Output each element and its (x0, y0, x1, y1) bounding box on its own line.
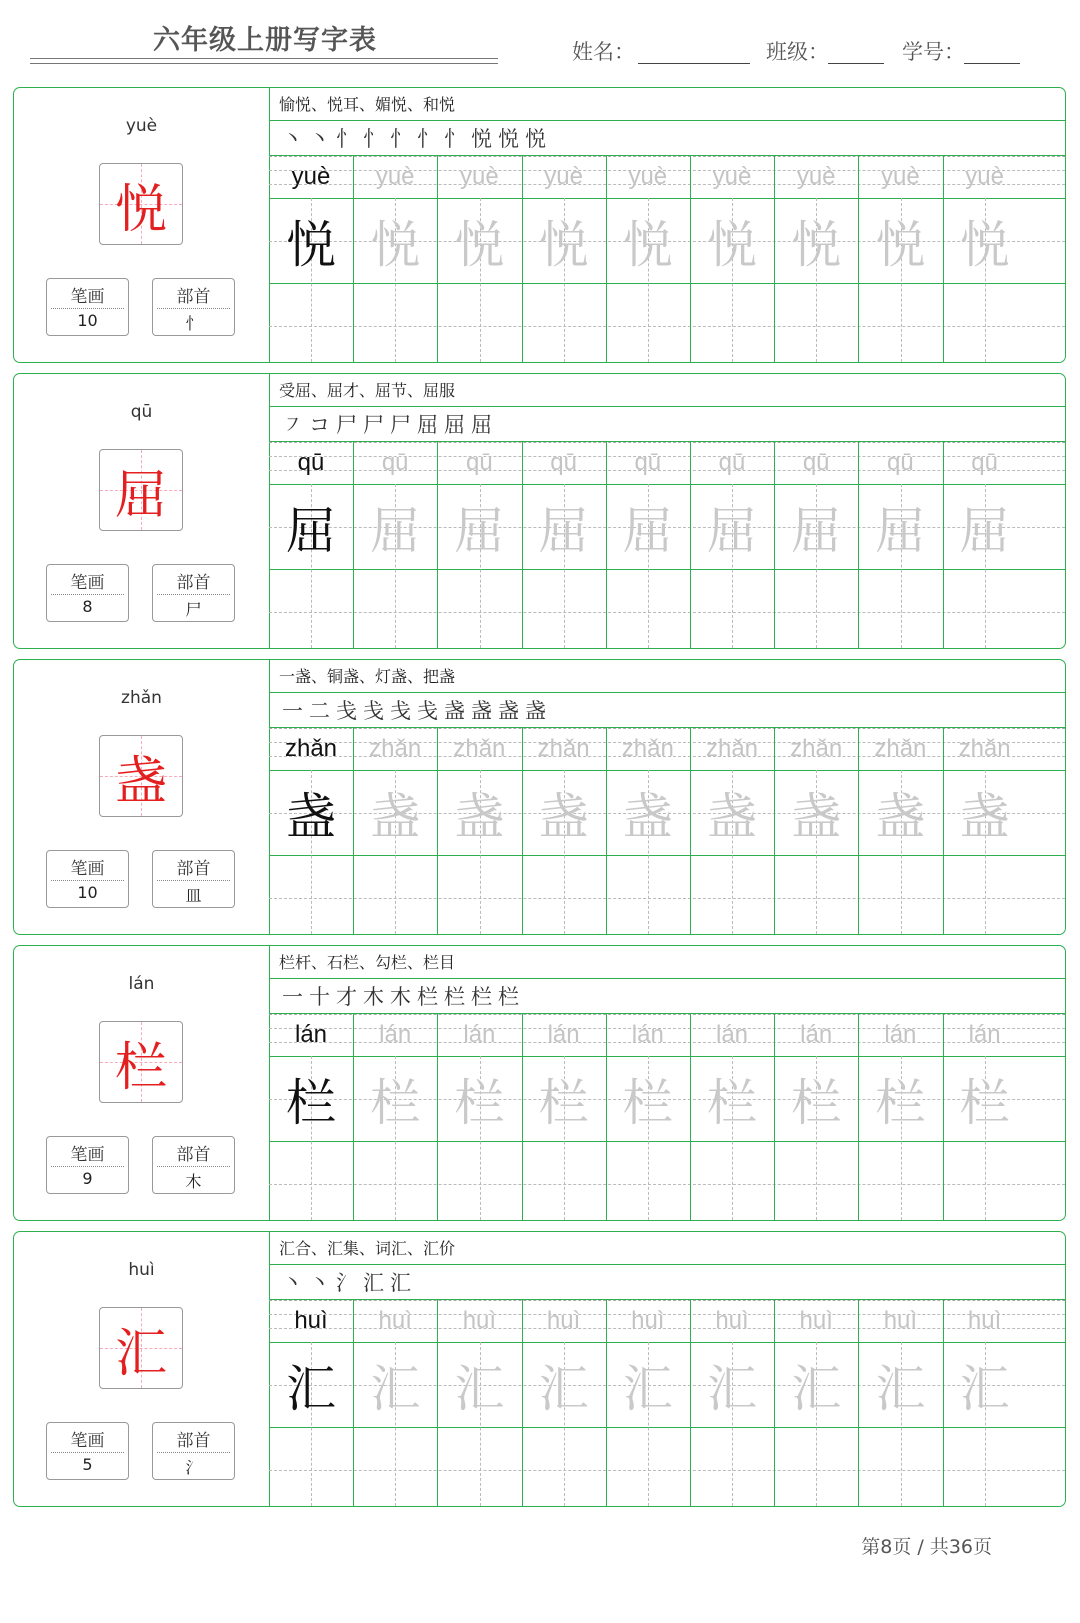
pinyin-trace: zhǎn (453, 735, 506, 762)
pinyin-trace: huì (631, 1307, 665, 1334)
character-large: 悦 (114, 179, 167, 240)
character-trace: 屈 (454, 501, 505, 560)
pinyin-trace: qū (634, 449, 662, 476)
character-pinyin: yuè (125, 116, 158, 136)
stroke-count-box (46, 1422, 129, 1480)
example-words: 一盏、铜盏、灯盏、把盏 (269, 660, 1065, 693)
pinyin-model: yuè (291, 163, 331, 190)
stroke-step: 木 (363, 985, 384, 1009)
writing-grid (269, 156, 1065, 362)
character-trace: 屈 (791, 501, 842, 560)
character-trace: 盏 (370, 787, 421, 846)
stroke-count-value: 10 (77, 311, 98, 330)
blank-practice-cell[interactable] (353, 855, 437, 940)
radical-value: 皿 (185, 886, 202, 905)
pinyin-trace: huì (378, 1307, 412, 1334)
radical-value: 忄 (185, 314, 202, 333)
stroke-step: 屈 (417, 413, 438, 437)
character-trace: 栏 (622, 1073, 673, 1132)
blank-practice-cell[interactable] (353, 1141, 437, 1226)
blank-practice-cell[interactable] (858, 1141, 942, 1226)
character-trace: 栏 (454, 1073, 505, 1132)
pinyin-trace: qū (550, 449, 577, 476)
practice-panel (269, 1232, 1065, 1506)
example-words: 愉悦、悦耳、媚悦、和悦 (269, 88, 1065, 121)
pinyin-trace: yuè (375, 163, 415, 190)
blank-practice-cell[interactable] (943, 283, 1027, 368)
blank-practice-cell[interactable] (522, 1141, 606, 1226)
pinyin-trace: qū (466, 449, 493, 476)
character-info-panel (14, 374, 270, 648)
name-blank[interactable] (638, 63, 750, 64)
stroke-count-box (46, 278, 129, 336)
stroke-step: 十 (309, 985, 330, 1009)
practice-panel (269, 88, 1065, 362)
blank-practice-cell[interactable] (437, 855, 521, 940)
pinyin-trace: yuè (712, 163, 752, 190)
radical-label: 部首 (176, 287, 211, 307)
stroke-step: 尸 (390, 413, 411, 437)
stroke-step: 二 (309, 699, 330, 723)
stroke-order (269, 979, 1065, 1014)
radical-value: 木 (185, 1172, 202, 1191)
pinyin-trace: yuè (460, 163, 499, 190)
character-trace: 悦 (707, 215, 757, 274)
blank-practice-cell[interactable] (606, 1141, 690, 1226)
pinyin-trace: qū (971, 449, 998, 476)
radical-value: 尸 (185, 600, 202, 619)
character-card (13, 87, 1066, 363)
blank-practice-cell[interactable] (943, 855, 1027, 940)
blank-practice-cell[interactable] (606, 855, 690, 940)
stroke-step: 悦 (525, 127, 546, 151)
blank-practice-cell[interactable] (522, 569, 606, 654)
character-pinyin: zhǎn (121, 688, 162, 708)
stroke-step: 悦 (471, 127, 492, 151)
stroke-step: 盏 (471, 699, 492, 723)
stroke-count-label: 笔画 (70, 1431, 105, 1451)
example-words: 汇合、汇集、词汇、汇价 (269, 1232, 1065, 1265)
blank-practice-cell[interactable] (943, 1141, 1027, 1226)
stroke-step: 木 (390, 985, 411, 1009)
blank-practice-cell[interactable] (522, 855, 606, 940)
example-words: 受屈、屈才、屈节、屈服 (269, 374, 1065, 407)
title-underline (30, 58, 498, 59)
pinyin-trace: zhǎn (369, 735, 422, 762)
stroke-step: 忄 (417, 127, 438, 151)
stroke-step: 才 (336, 985, 357, 1009)
blank-practice-cell[interactable] (690, 283, 774, 368)
stroke-step: 悦 (498, 127, 519, 151)
blank-practice-cell[interactable] (269, 855, 353, 940)
class-field[interactable] (766, 36, 886, 66)
practice-panel (269, 660, 1065, 934)
stroke-count-value: 9 (82, 1169, 93, 1188)
stroke-step: 丶 (309, 127, 330, 151)
stroke-step: 忄 (336, 127, 357, 151)
character-trace: 栏 (538, 1073, 589, 1132)
stroke-step: 戋 (390, 699, 411, 723)
blank-practice-cell[interactable] (437, 283, 521, 368)
pinyin-trace: qū (718, 449, 746, 476)
pinyin-trace: zhǎn (537, 735, 590, 762)
character-info-panel (14, 946, 270, 1220)
stroke-count-box (46, 850, 129, 908)
stroke-count-label: 笔画 (70, 859, 105, 879)
pinyin-trace: lán (463, 1021, 496, 1048)
title-underline (30, 63, 498, 64)
character-trace: 盏 (538, 787, 589, 846)
class-blank[interactable] (828, 63, 884, 64)
blank-practice-cell[interactable] (943, 1427, 1027, 1512)
stroke-step: 汇 (390, 1271, 411, 1295)
character-trace: 栏 (959, 1073, 1010, 1132)
character-trace: 悦 (454, 215, 505, 274)
character-info-panel (14, 88, 270, 362)
student-id-field[interactable] (902, 36, 1022, 66)
blank-practice-cell[interactable] (437, 569, 521, 654)
blank-practice-cell[interactable] (437, 1427, 521, 1512)
character-trace: 汇 (875, 1359, 926, 1418)
blank-practice-cell[interactable] (353, 569, 437, 654)
character-trace: 汇 (622, 1359, 673, 1418)
stroke-order (269, 1265, 1065, 1300)
blank-practice-cell[interactable] (774, 283, 858, 368)
pinyin-trace: zhǎn (874, 735, 927, 762)
student-id-blank[interactable] (964, 63, 1020, 64)
pinyin-trace: lán (968, 1021, 1001, 1048)
stroke-order (269, 121, 1065, 156)
stroke-step: 栏 (417, 985, 438, 1009)
stroke-step: 盏 (444, 699, 465, 723)
character-box (99, 735, 183, 817)
character-trace: 盏 (454, 787, 505, 846)
character-trace: 栏 (707, 1073, 757, 1132)
pinyin-trace: yuè (881, 163, 920, 190)
stroke-step: ㇇ (282, 413, 303, 437)
character-trace: 盏 (959, 787, 1010, 846)
character-trace: 屈 (622, 501, 673, 560)
character-trace: 汇 (959, 1359, 1010, 1418)
radical-box (152, 850, 235, 908)
stroke-order (269, 693, 1065, 728)
blank-practice-cell[interactable] (774, 569, 858, 654)
character-pinyin: lán (128, 974, 155, 994)
page-number: 第8页 / 共36页 (861, 1536, 992, 1558)
character-card (13, 945, 1066, 1221)
blank-practice-cell[interactable] (774, 855, 858, 940)
pinyin-trace: lán (800, 1021, 833, 1048)
blank-practice-cell[interactable] (437, 1141, 521, 1226)
blank-practice-cell[interactable] (690, 1141, 774, 1226)
blank-practice-cell[interactable] (606, 1427, 690, 1512)
pinyin-trace: lán (547, 1021, 580, 1048)
character-trace: 栏 (791, 1073, 842, 1132)
character-trace: 汇 (707, 1359, 757, 1418)
stroke-step: コ (309, 413, 330, 437)
character-model: 悦 (286, 215, 336, 274)
character-info-panel (14, 660, 270, 934)
pinyin-trace: huì (546, 1307, 581, 1334)
stroke-step: 忄 (444, 127, 465, 151)
character-box (99, 449, 183, 531)
character-box (99, 163, 183, 245)
name-field[interactable] (572, 36, 752, 66)
character-large: 栏 (114, 1037, 167, 1098)
writing-grid (269, 442, 1065, 648)
blank-practice-cell[interactable] (774, 1141, 858, 1226)
character-card (13, 373, 1066, 649)
blank-practice-cell[interactable] (269, 283, 353, 368)
radical-label: 部首 (176, 573, 211, 593)
character-model: 盏 (286, 787, 336, 846)
stroke-step: 一 (282, 699, 303, 723)
blank-practice-cell[interactable] (690, 569, 774, 654)
stroke-step: 氵 (336, 1271, 357, 1295)
character-card (13, 1231, 1066, 1507)
stroke-step: 屈 (471, 413, 492, 437)
pinyin-trace: lán (379, 1021, 412, 1048)
character-trace: 悦 (538, 215, 589, 274)
blank-practice-cell[interactable] (690, 1427, 774, 1512)
radical-value: 氵 (185, 1458, 202, 1477)
writing-grid (269, 1300, 1065, 1506)
pinyin-trace: qū (802, 449, 830, 476)
pinyin-model: qū (297, 449, 325, 476)
stroke-step: 戋 (336, 699, 357, 723)
character-large: 汇 (114, 1323, 167, 1384)
pinyin-trace: yuè (796, 163, 836, 190)
character-trace: 悦 (370, 215, 421, 274)
pinyin-model: zhǎn (284, 735, 338, 762)
blank-practice-cell[interactable] (269, 1427, 353, 1512)
pinyin-trace: yuè (965, 163, 1004, 190)
blank-practice-cell[interactable] (606, 569, 690, 654)
pinyin-trace: yuè (544, 163, 583, 190)
stroke-step: 忄 (363, 127, 384, 151)
writing-grid (269, 728, 1065, 934)
pinyin-trace: yuè (628, 163, 668, 190)
character-trace: 悦 (875, 215, 926, 274)
blank-practice-cell[interactable] (522, 283, 606, 368)
character-trace: 汇 (370, 1359, 421, 1418)
character-trace: 屈 (538, 501, 589, 560)
stroke-step: 尸 (363, 413, 384, 437)
stroke-step: 盏 (498, 699, 519, 723)
character-trace: 盏 (791, 787, 842, 846)
stroke-step: 盏 (525, 699, 546, 723)
practice-panel (269, 946, 1065, 1220)
blank-practice-cell[interactable] (858, 855, 942, 940)
pinyin-trace: huì (715, 1307, 749, 1334)
character-trace: 栏 (875, 1073, 926, 1132)
example-words: 栏杆、石栏、勾栏、栏目 (269, 946, 1065, 979)
character-trace: 盏 (875, 787, 926, 846)
stroke-count-value: 5 (82, 1455, 93, 1474)
blank-practice-cell[interactable] (269, 1141, 353, 1226)
pinyin-trace: zhǎn (790, 735, 843, 762)
character-trace: 盏 (707, 787, 757, 846)
stroke-step: 尸 (336, 413, 357, 437)
blank-practice-cell[interactable] (943, 569, 1027, 654)
stroke-step: 戋 (363, 699, 384, 723)
character-trace: 屈 (875, 501, 926, 560)
stroke-count-box (46, 564, 129, 622)
stroke-step: 栏 (471, 985, 492, 1009)
character-model: 汇 (286, 1359, 336, 1418)
stroke-count-value: 10 (77, 883, 98, 902)
stroke-step: 丶 (282, 127, 303, 151)
radical-label: 部首 (176, 1145, 211, 1165)
blank-practice-cell[interactable] (858, 1427, 942, 1512)
stroke-step: 丶 (282, 1271, 303, 1295)
radical-label: 部首 (176, 859, 211, 879)
character-trace: 屈 (707, 501, 757, 560)
stroke-count-label: 笔画 (70, 287, 105, 307)
pinyin-trace: qū (381, 449, 409, 476)
stroke-step: 一 (282, 985, 303, 1009)
character-pinyin: qū (130, 402, 153, 422)
pinyin-trace: huì (883, 1307, 918, 1334)
radical-box (152, 1422, 235, 1480)
blank-practice-cell[interactable] (269, 569, 353, 654)
character-trace: 汇 (791, 1359, 842, 1418)
stroke-step: 汇 (363, 1271, 384, 1295)
pinyin-model: huì (294, 1307, 328, 1334)
radical-box (152, 1136, 235, 1194)
character-trace: 屈 (959, 501, 1010, 560)
blank-practice-cell[interactable] (858, 283, 942, 368)
pinyin-trace: zhǎn (705, 735, 759, 762)
pinyin-trace: lán (884, 1021, 917, 1048)
blank-practice-cell[interactable] (858, 569, 942, 654)
stroke-step: 戋 (417, 699, 438, 723)
character-info-panel (14, 1232, 270, 1506)
blank-practice-cell[interactable] (690, 855, 774, 940)
character-model: 屈 (286, 501, 336, 560)
character-trace: 悦 (622, 215, 673, 274)
radical-label: 部首 (176, 1431, 211, 1451)
pinyin-model: lán (294, 1021, 328, 1048)
blank-practice-cell[interactable] (353, 1427, 437, 1512)
pinyin-trace: lán (715, 1021, 749, 1048)
page-title: 六年级上册写字表 (153, 25, 377, 56)
radical-box (152, 278, 235, 336)
character-large: 盏 (114, 751, 167, 812)
stroke-step: 栏 (444, 985, 465, 1009)
name-label: 姓名： (572, 40, 635, 64)
character-box (99, 1021, 183, 1103)
blank-practice-cell[interactable] (353, 283, 437, 368)
blank-practice-cell[interactable] (522, 1427, 606, 1512)
character-trace: 栏 (370, 1073, 421, 1132)
character-trace: 汇 (454, 1359, 505, 1418)
stroke-step: 忄 (390, 127, 411, 151)
stroke-count-box (46, 1136, 129, 1194)
pinyin-trace: zhǎn (958, 735, 1011, 762)
stroke-step: 栏 (498, 985, 519, 1009)
practice-panel (269, 374, 1065, 648)
student-id-label: 学号： (902, 40, 965, 64)
pinyin-trace: zhǎn (621, 735, 674, 762)
stroke-step: 丶 (309, 1271, 330, 1295)
character-large: 屈 (114, 465, 167, 526)
character-model: 栏 (286, 1073, 336, 1132)
writing-grid (269, 1014, 1065, 1220)
pinyin-trace: huì (799, 1307, 833, 1334)
stroke-step: 屈 (444, 413, 465, 437)
character-card (13, 659, 1066, 935)
blank-practice-cell[interactable] (606, 283, 690, 368)
radical-box (152, 564, 235, 622)
pinyin-trace: huì (462, 1307, 497, 1334)
character-trace: 屈 (370, 501, 421, 560)
character-trace: 盏 (622, 787, 673, 846)
stroke-count-value: 8 (82, 597, 93, 616)
character-trace: 悦 (791, 215, 842, 274)
character-trace: 悦 (959, 215, 1010, 274)
stroke-count-label: 笔画 (70, 573, 105, 593)
character-trace: 汇 (538, 1359, 589, 1418)
blank-practice-cell[interactable] (774, 1427, 858, 1512)
pinyin-trace: huì (967, 1307, 1002, 1334)
character-box (99, 1307, 183, 1389)
class-label: 班级： (766, 40, 829, 64)
pinyin-trace: qū (887, 449, 914, 476)
stroke-count-label: 笔画 (70, 1145, 105, 1165)
pinyin-trace: lán (631, 1021, 664, 1048)
character-pinyin: huì (128, 1260, 155, 1280)
stroke-order (269, 407, 1065, 442)
